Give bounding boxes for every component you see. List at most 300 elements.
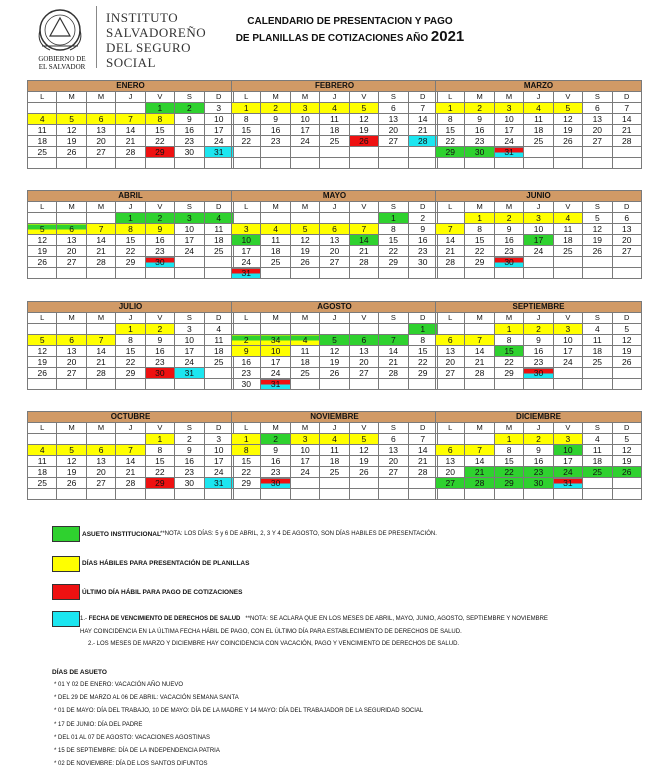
weekday-header: M: [494, 313, 523, 324]
day-cell: 16: [175, 125, 204, 136]
day-cell: [145, 158, 174, 169]
weekday-header: M: [494, 92, 523, 103]
day-cell: [290, 489, 319, 500]
day-cell: 21: [408, 456, 437, 467]
day-cell: [261, 213, 290, 224]
day-cell: 15: [232, 125, 261, 136]
day-cell: [553, 268, 582, 279]
weekday-header: J: [116, 202, 145, 213]
month-name: JULIO: [28, 302, 234, 313]
weekday-header: V: [145, 423, 174, 434]
weekday-header: L: [232, 92, 261, 103]
legend-asueto-note: **NOTA: LOS DÍAS: 5 y 6 DE ABRIL, 2, 3 Y 4 DE AGOSTO, SON DÍAS HABILES DE PRESENTACIÓN.: [160, 531, 437, 537]
day-cell: 7: [379, 335, 408, 346]
day-cell: 16: [524, 346, 553, 357]
day-cell: 27: [320, 257, 349, 268]
day-cell: [116, 268, 145, 279]
day-cell: 8: [436, 114, 465, 125]
day-cell: [436, 489, 465, 500]
day-cell: [408, 489, 437, 500]
day-cell: 26: [612, 467, 641, 478]
day-cell: 15: [408, 346, 437, 357]
weekday-header: L: [28, 202, 57, 213]
day-cell: 5: [290, 224, 319, 235]
day-cell: 5: [57, 114, 86, 125]
day-cell: 14: [379, 346, 408, 357]
day-cell: 9: [408, 224, 437, 235]
day-cell: 13: [436, 346, 465, 357]
day-cell: 21: [612, 125, 641, 136]
day-cell: 3: [553, 434, 582, 445]
day-cell: [524, 158, 553, 169]
day-cell: [408, 478, 437, 489]
weekday-header: M: [261, 423, 290, 434]
day-cell: 18: [524, 125, 553, 136]
day-cell: 23: [465, 136, 494, 147]
day-cell: 15: [145, 125, 174, 136]
day-cell: [494, 268, 523, 279]
day-cell: [175, 158, 204, 169]
day-cell: [379, 379, 408, 390]
day-cell: 25: [320, 136, 349, 147]
institute-line: SALVADOREÑO: [106, 25, 207, 40]
day-cell: 3: [232, 224, 261, 235]
day-cell: 9: [261, 445, 290, 456]
legend-asueto-label: ASUETO INSTITUCIONAL: [82, 531, 161, 538]
day-cell: [175, 489, 204, 500]
day-cell: [553, 158, 582, 169]
day-cell: 12: [57, 125, 86, 136]
day-cell: 26: [28, 257, 57, 268]
day-cell: [553, 368, 582, 379]
weekday-header: D: [204, 202, 233, 213]
dias-asueto-item: * 01 Y 02 DE ENERO: VACACIÓN AÑO NUEVO: [54, 682, 184, 688]
day-cell: 5: [349, 434, 378, 445]
day-cell: 22: [494, 467, 523, 478]
day-cell: 1: [232, 434, 261, 445]
day-cell: 30: [408, 257, 437, 268]
day-cell: 11: [261, 235, 290, 246]
day-cell: 20: [86, 136, 115, 147]
day-cell: 3: [175, 213, 204, 224]
month-calendar-marzo: [435, 80, 642, 169]
day-cell: 30: [261, 478, 290, 489]
day-cell: 1: [494, 324, 523, 335]
day-cell: [524, 379, 553, 390]
day-cell: 20: [320, 246, 349, 257]
weekday-header: M: [86, 423, 115, 434]
day-cell: 24: [261, 368, 290, 379]
day-cell: 15: [116, 235, 145, 246]
day-cell: [28, 158, 57, 169]
day-cell: 13: [86, 125, 115, 136]
day-cell: 22: [465, 246, 494, 257]
day-cell: [612, 478, 641, 489]
day-cell: 17: [290, 456, 319, 467]
day-cell: 31: [261, 379, 290, 390]
day-cell: 19: [57, 136, 86, 147]
day-cell: 17: [204, 125, 233, 136]
day-cell: [349, 478, 378, 489]
day-cell: 8: [232, 114, 261, 125]
day-cell: 30: [175, 147, 204, 158]
month-name: NOVIEMBRE: [232, 412, 438, 423]
day-cell: 27: [379, 467, 408, 478]
day-cell: 3: [290, 434, 319, 445]
weekday-header: S: [583, 92, 612, 103]
day-cell: 2: [524, 434, 553, 445]
logo-caption-line: EL SALVADOR: [38, 63, 86, 71]
day-cell: 5: [553, 103, 582, 114]
day-cell: 1: [494, 434, 523, 445]
day-cell: [436, 268, 465, 279]
day-cell: 5: [583, 213, 612, 224]
weekday-header: V: [553, 423, 582, 434]
day-cell: 5: [28, 224, 57, 235]
day-cell: 5: [612, 324, 641, 335]
day-cell: 9: [232, 346, 261, 357]
day-cell: [612, 158, 641, 169]
day-cell: 4: [204, 324, 233, 335]
day-cell: 23: [524, 357, 553, 368]
day-cell: 10: [261, 346, 290, 357]
day-cell: 14: [349, 235, 378, 246]
weekday-header: V: [349, 202, 378, 213]
weekday-header: D: [612, 92, 641, 103]
document-title: [232, 14, 468, 46]
day-cell: 2: [175, 103, 204, 114]
day-cell: 10: [175, 335, 204, 346]
day-cell: [583, 489, 612, 500]
day-cell: 24: [175, 246, 204, 257]
day-cell: 8: [379, 224, 408, 235]
day-cell: 3: [204, 103, 233, 114]
day-cell: [57, 489, 86, 500]
day-cell: 31: [553, 478, 582, 489]
month-calendar-junio: [435, 190, 642, 279]
day-cell: 24: [553, 357, 582, 368]
day-cell: 18: [583, 346, 612, 357]
day-cell: 11: [204, 335, 233, 346]
day-cell: 6: [436, 445, 465, 456]
day-cell: 16: [145, 346, 174, 357]
day-cell: 30: [524, 368, 553, 379]
day-cell: [290, 324, 319, 335]
day-cell: 11: [524, 114, 553, 125]
day-cell: 2: [494, 213, 523, 224]
day-cell: 12: [612, 335, 641, 346]
day-cell: 31: [204, 147, 233, 158]
day-cell: 9: [524, 335, 553, 346]
day-cell: 30: [175, 478, 204, 489]
day-cell: 17: [553, 456, 582, 467]
day-cell: 7: [349, 224, 378, 235]
weekday-header: D: [408, 92, 437, 103]
day-cell: 27: [583, 136, 612, 147]
day-cell: 13: [57, 235, 86, 246]
day-cell: [86, 379, 115, 390]
day-cell: 28: [465, 368, 494, 379]
day-cell: 9: [175, 445, 204, 456]
weekday-header: D: [612, 423, 641, 434]
day-cell: 14: [465, 346, 494, 357]
day-cell: [583, 368, 612, 379]
day-cell: 11: [320, 114, 349, 125]
month-name: JUNIO: [436, 191, 642, 202]
day-cell: [524, 268, 553, 279]
day-cell: 10: [553, 335, 582, 346]
day-cell: 4: [28, 114, 57, 125]
day-cell: 19: [28, 246, 57, 257]
day-cell: 29: [116, 368, 145, 379]
day-cell: 27: [86, 478, 115, 489]
day-cell: 10: [524, 224, 553, 235]
legend-fecha-note-3: 2.- LOS MESES DE MARZO Y DICIEMBRE HAY COINCIDENCIA CON VACACIÓN, PAGO Y VENCIMIENTO DE DERECHOS DE SALUD.: [88, 641, 460, 647]
month-name: OCTUBRE: [28, 412, 234, 423]
day-cell: [57, 379, 86, 390]
weekday-header: S: [175, 92, 204, 103]
day-cell: 27: [57, 368, 86, 379]
day-cell: 21: [116, 136, 145, 147]
day-cell: 18: [583, 456, 612, 467]
day-cell: 9: [175, 114, 204, 125]
weekday-header: M: [261, 202, 290, 213]
institute-line: DEL SEGURO: [106, 40, 192, 55]
day-cell: [408, 379, 437, 390]
weekday-header: S: [379, 92, 408, 103]
day-cell: 21: [408, 125, 437, 136]
day-cell: [261, 268, 290, 279]
day-cell: 3: [553, 324, 582, 335]
day-cell: 18: [290, 357, 319, 368]
day-cell: 6: [349, 335, 378, 346]
day-cell: 12: [28, 346, 57, 357]
month-calendar-abril: [27, 190, 234, 279]
day-cell: 19: [28, 357, 57, 368]
day-cell: 29: [116, 257, 145, 268]
day-cell: 31: [232, 268, 261, 279]
day-cell: [28, 213, 57, 224]
day-cell: [524, 489, 553, 500]
day-cell: 28: [116, 147, 145, 158]
day-cell: 28: [436, 257, 465, 268]
weekday-header: J: [524, 92, 553, 103]
day-cell: 23: [175, 136, 204, 147]
day-cell: [320, 268, 349, 279]
day-cell: [28, 379, 57, 390]
day-cell: [553, 257, 582, 268]
day-cell: [290, 268, 319, 279]
day-cell: 30: [145, 368, 174, 379]
day-cell: 20: [436, 467, 465, 478]
day-cell: 27: [612, 246, 641, 257]
day-cell: 6: [320, 224, 349, 235]
weekday-header: D: [204, 92, 233, 103]
day-cell: 21: [116, 467, 145, 478]
day-cell: [612, 147, 641, 158]
month-calendar-agosto: [231, 301, 438, 390]
day-cell: 25: [320, 467, 349, 478]
day-cell: [204, 489, 233, 500]
day-cell: 12: [290, 235, 319, 246]
day-cell: [28, 324, 57, 335]
day-cell: 16: [175, 456, 204, 467]
weekday-header: L: [436, 313, 465, 324]
weekday-header: M: [465, 313, 494, 324]
day-cell: 12: [28, 235, 57, 246]
day-cell: 24: [290, 467, 319, 478]
day-cell: 29: [436, 147, 465, 158]
day-cell: 2: [261, 434, 290, 445]
day-cell: 7: [408, 103, 437, 114]
day-cell: 13: [86, 456, 115, 467]
day-cell: [583, 379, 612, 390]
day-cell: [465, 268, 494, 279]
day-cell: 5: [612, 434, 641, 445]
day-cell: [28, 103, 57, 114]
weekday-header: L: [28, 423, 57, 434]
day-cell: 14: [612, 114, 641, 125]
day-cell: 29: [232, 478, 261, 489]
legend-fecha-prefix: 1.-: [80, 616, 89, 622]
day-cell: 21: [349, 246, 378, 257]
day-cell: 2: [145, 324, 174, 335]
day-cell: 1: [408, 324, 437, 335]
weekday-header: L: [232, 202, 261, 213]
day-cell: 6: [57, 335, 86, 346]
day-cell: 14: [86, 235, 115, 246]
day-cell: 3: [175, 324, 204, 335]
day-cell: [204, 257, 233, 268]
day-cell: 26: [320, 368, 349, 379]
day-cell: 10: [204, 445, 233, 456]
weekday-header: M: [86, 92, 115, 103]
month-calendar-enero: [27, 80, 234, 169]
day-cell: [349, 213, 378, 224]
day-cell: 22: [436, 136, 465, 147]
day-cell: 29: [408, 368, 437, 379]
day-cell: [379, 324, 408, 335]
day-cell: [116, 103, 145, 114]
weekday-header: L: [28, 92, 57, 103]
day-cell: 30: [494, 257, 523, 268]
day-cell: [349, 324, 378, 335]
day-cell: 18: [553, 235, 582, 246]
day-cell: [86, 434, 115, 445]
day-cell: 15: [116, 346, 145, 357]
day-cell: [86, 158, 115, 169]
day-cell: 24: [204, 136, 233, 147]
legend-fecha-note: **NOTA: SE ACLARA QUE EN LOS MESES DE ABRIL, MAYO, JUNIO, AGOSTO, SEPTIEMBRE Y NOVIEMBRE: [245, 616, 548, 622]
day-cell: 26: [28, 368, 57, 379]
weekday-header: V: [145, 92, 174, 103]
day-cell: 20: [583, 125, 612, 136]
day-cell: 6: [612, 213, 641, 224]
day-cell: 20: [612, 235, 641, 246]
day-cell: 24: [290, 136, 319, 147]
day-cell: 29: [465, 257, 494, 268]
day-cell: [612, 379, 641, 390]
day-cell: [524, 147, 553, 158]
day-cell: 23: [408, 246, 437, 257]
day-cell: [379, 478, 408, 489]
weekday-header: J: [116, 313, 145, 324]
day-cell: 19: [290, 246, 319, 257]
weekday-header: M: [465, 92, 494, 103]
month-calendar-diciembre: [435, 411, 642, 500]
day-cell: 28: [379, 368, 408, 379]
logo-caption-line: GOBIERNO DE: [38, 55, 86, 63]
day-cell: [57, 434, 86, 445]
weekday-header: M: [57, 313, 86, 324]
day-cell: [145, 268, 174, 279]
day-cell: 14: [86, 346, 115, 357]
day-cell: 15: [436, 125, 465, 136]
day-cell: 2: [408, 213, 437, 224]
day-cell: 11: [553, 224, 582, 235]
day-cell: 7: [116, 445, 145, 456]
day-cell: 21: [436, 246, 465, 257]
day-cell: 10: [553, 445, 582, 456]
day-cell: [465, 434, 494, 445]
day-cell: [553, 147, 582, 158]
weekday-header: S: [175, 313, 204, 324]
weekday-header: M: [57, 202, 86, 213]
day-cell: [86, 489, 115, 500]
day-cell: [436, 324, 465, 335]
weekday-header: J: [116, 92, 145, 103]
day-cell: 5: [349, 103, 378, 114]
weekday-header: V: [349, 92, 378, 103]
weekday-header: M: [290, 423, 319, 434]
month-name: FEBRERO: [232, 81, 438, 92]
day-cell: 8: [408, 335, 437, 346]
weekday-header: S: [175, 202, 204, 213]
day-cell: [116, 489, 145, 500]
day-cell: 12: [612, 445, 641, 456]
day-cell: 14: [436, 235, 465, 246]
day-cell: [57, 103, 86, 114]
month-name: AGOSTO: [232, 302, 438, 313]
day-cell: 10: [494, 114, 523, 125]
day-cell: [320, 213, 349, 224]
day-cell: 22: [145, 467, 174, 478]
month-name: MARZO: [436, 81, 642, 92]
day-cell: 23: [261, 467, 290, 478]
day-cell: 22: [379, 246, 408, 257]
weekday-header: M: [465, 423, 494, 434]
day-cell: [612, 489, 641, 500]
day-cell: [494, 489, 523, 500]
day-cell: 1: [232, 103, 261, 114]
day-cell: 20: [57, 246, 86, 257]
day-cell: 28: [465, 478, 494, 489]
day-cell: 6: [379, 103, 408, 114]
day-cell: [261, 324, 290, 335]
day-cell: [145, 489, 174, 500]
month-calendar-mayo: [231, 190, 438, 279]
day-cell: [261, 147, 290, 158]
day-cell: 12: [349, 445, 378, 456]
day-cell: 16: [145, 235, 174, 246]
day-cell: [320, 489, 349, 500]
day-cell: 34: [261, 335, 290, 346]
day-cell: 14: [116, 456, 145, 467]
day-cell: 17: [524, 235, 553, 246]
day-cell: 24: [175, 357, 204, 368]
day-cell: 11: [583, 445, 612, 456]
day-cell: [553, 379, 582, 390]
